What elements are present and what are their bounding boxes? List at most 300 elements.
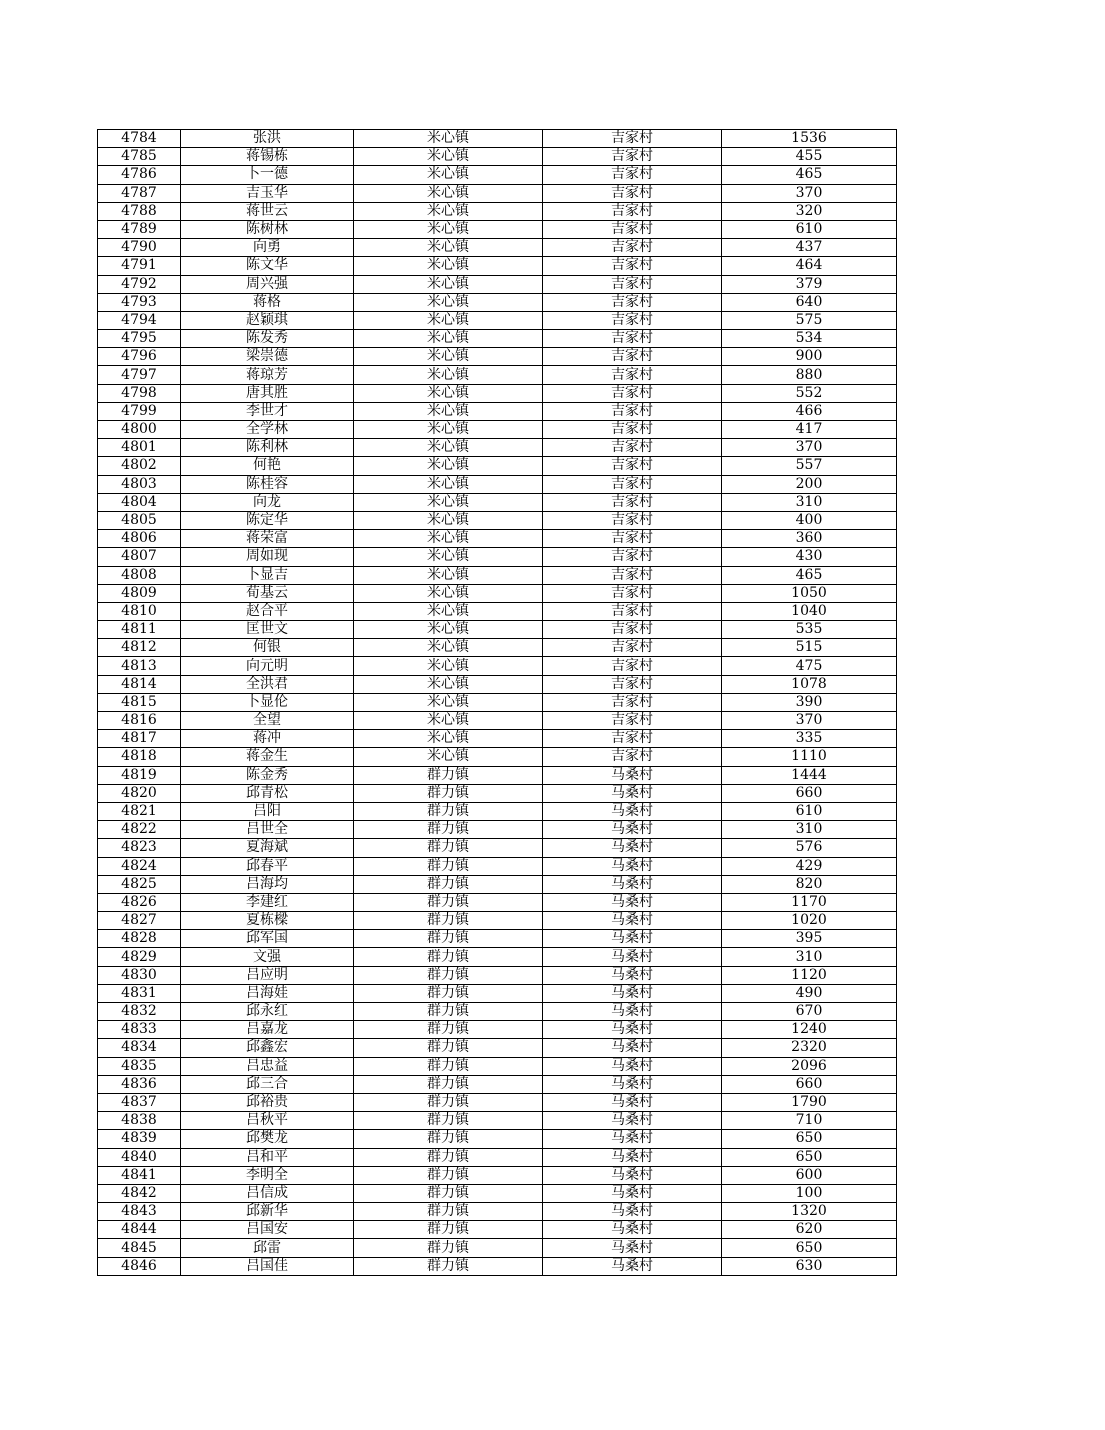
id-cell: 4809 xyxy=(98,584,181,602)
amount-cell: 466 xyxy=(722,402,897,420)
table-row xyxy=(98,1257,897,1275)
amount-cell: 650 xyxy=(722,1130,897,1148)
name-cell: 蒋琼芳 xyxy=(181,366,354,384)
village-cell: 马桑村 xyxy=(543,821,722,839)
id-cell: 4841 xyxy=(98,1166,181,1184)
town-cell: 米心镇 xyxy=(354,639,543,657)
table-row xyxy=(98,275,897,293)
town-cell: 群力镇 xyxy=(354,766,543,784)
table-row xyxy=(98,1075,897,1093)
village-cell: 吉家村 xyxy=(543,693,722,711)
id-cell: 4799 xyxy=(98,402,181,420)
village-cell: 吉家村 xyxy=(543,402,722,420)
town-cell: 米心镇 xyxy=(354,602,543,620)
table-row xyxy=(98,912,897,930)
name-cell: 周兴强 xyxy=(181,275,354,293)
name-cell: 吕秋平 xyxy=(181,1112,354,1130)
village-cell: 吉家村 xyxy=(543,275,722,293)
name-cell: 吕国安 xyxy=(181,1221,354,1239)
town-cell: 米心镇 xyxy=(354,130,543,148)
town-cell: 米心镇 xyxy=(354,457,543,475)
name-cell: 陈金秀 xyxy=(181,766,354,784)
name-cell: 周如现 xyxy=(181,548,354,566)
village-cell: 吉家村 xyxy=(543,130,722,148)
village-cell: 吉家村 xyxy=(543,530,722,548)
amount-cell: 1040 xyxy=(722,602,897,620)
id-cell: 4807 xyxy=(98,548,181,566)
amount-cell: 320 xyxy=(722,202,897,220)
table-row xyxy=(98,821,897,839)
name-cell: 陈利林 xyxy=(181,439,354,457)
name-cell: 邱军国 xyxy=(181,930,354,948)
id-cell: 4829 xyxy=(98,948,181,966)
name-cell: 吕海均 xyxy=(181,875,354,893)
village-cell: 吉家村 xyxy=(543,548,722,566)
id-cell: 4811 xyxy=(98,621,181,639)
name-cell: 吕阳 xyxy=(181,802,354,820)
amount-cell: 880 xyxy=(722,366,897,384)
name-cell: 陈树林 xyxy=(181,220,354,238)
id-cell: 4828 xyxy=(98,930,181,948)
town-cell: 米心镇 xyxy=(354,475,543,493)
table-row xyxy=(98,184,897,202)
id-cell: 4786 xyxy=(98,166,181,184)
amount-cell: 640 xyxy=(722,293,897,311)
table-row xyxy=(98,748,897,766)
amount-cell: 390 xyxy=(722,693,897,711)
name-cell: 邱樊龙 xyxy=(181,1130,354,1148)
table-row xyxy=(98,511,897,529)
name-cell: 夏海斌 xyxy=(181,839,354,857)
town-cell: 米心镇 xyxy=(354,402,543,420)
id-cell: 4797 xyxy=(98,366,181,384)
village-cell: 吉家村 xyxy=(543,148,722,166)
amount-cell: 600 xyxy=(722,1166,897,1184)
town-cell: 米心镇 xyxy=(354,366,543,384)
id-cell: 4794 xyxy=(98,311,181,329)
table-row xyxy=(98,293,897,311)
name-cell: 吕海娃 xyxy=(181,984,354,1002)
amount-cell: 100 xyxy=(722,1184,897,1202)
town-cell: 群力镇 xyxy=(354,966,543,984)
village-cell: 马桑村 xyxy=(543,893,722,911)
id-cell: 4784 xyxy=(98,130,181,148)
table-row xyxy=(98,802,897,820)
id-cell: 4831 xyxy=(98,984,181,1002)
name-cell: 吕和平 xyxy=(181,1148,354,1166)
town-cell: 米心镇 xyxy=(354,184,543,202)
table-row xyxy=(98,239,897,257)
town-cell: 群力镇 xyxy=(354,1148,543,1166)
id-cell: 4838 xyxy=(98,1112,181,1130)
town-cell: 米心镇 xyxy=(354,712,543,730)
town-cell: 米心镇 xyxy=(354,239,543,257)
id-cell: 4800 xyxy=(98,421,181,439)
amount-cell: 515 xyxy=(722,639,897,657)
village-cell: 吉家村 xyxy=(543,421,722,439)
town-cell: 群力镇 xyxy=(354,948,543,966)
amount-cell: 1444 xyxy=(722,766,897,784)
town-cell: 米心镇 xyxy=(354,311,543,329)
id-cell: 4805 xyxy=(98,511,181,529)
amount-cell: 610 xyxy=(722,220,897,238)
village-cell: 马桑村 xyxy=(543,1184,722,1202)
village-cell: 马桑村 xyxy=(543,1093,722,1111)
id-cell: 4787 xyxy=(98,184,181,202)
id-cell: 4822 xyxy=(98,821,181,839)
town-cell: 群力镇 xyxy=(354,984,543,1002)
name-cell: 匡世文 xyxy=(181,621,354,639)
id-cell: 4836 xyxy=(98,1075,181,1093)
id-cell: 4813 xyxy=(98,657,181,675)
village-cell: 马桑村 xyxy=(543,1039,722,1057)
id-cell: 4788 xyxy=(98,202,181,220)
town-cell: 群力镇 xyxy=(354,875,543,893)
table-row xyxy=(98,1239,897,1257)
amount-cell: 335 xyxy=(722,730,897,748)
data-table xyxy=(97,129,897,1276)
name-cell: 陈文华 xyxy=(181,257,354,275)
id-cell: 4792 xyxy=(98,275,181,293)
amount-cell: 670 xyxy=(722,1003,897,1021)
table-row xyxy=(98,784,897,802)
amount-cell: 490 xyxy=(722,984,897,1002)
village-cell: 吉家村 xyxy=(543,493,722,511)
amount-cell: 430 xyxy=(722,548,897,566)
village-cell: 吉家村 xyxy=(543,311,722,329)
village-cell: 马桑村 xyxy=(543,1221,722,1239)
name-cell: 何银 xyxy=(181,639,354,657)
table-row xyxy=(98,348,897,366)
amount-cell: 475 xyxy=(722,657,897,675)
village-cell: 马桑村 xyxy=(543,984,722,1002)
name-cell: 邱永红 xyxy=(181,1003,354,1021)
amount-cell: 429 xyxy=(722,857,897,875)
village-cell: 马桑村 xyxy=(543,1021,722,1039)
id-cell: 4785 xyxy=(98,148,181,166)
table-row xyxy=(98,1021,897,1039)
id-cell: 4840 xyxy=(98,1148,181,1166)
name-cell: 吕信成 xyxy=(181,1184,354,1202)
name-cell: 全学林 xyxy=(181,421,354,439)
id-cell: 4815 xyxy=(98,693,181,711)
name-cell: 陈发秀 xyxy=(181,330,354,348)
amount-cell: 360 xyxy=(722,530,897,548)
amount-cell: 370 xyxy=(722,184,897,202)
id-cell: 4830 xyxy=(98,966,181,984)
table-row xyxy=(98,1130,897,1148)
amount-cell: 395 xyxy=(722,930,897,948)
amount-cell: 620 xyxy=(722,1221,897,1239)
id-cell: 4823 xyxy=(98,839,181,857)
village-cell: 吉家村 xyxy=(543,166,722,184)
town-cell: 米心镇 xyxy=(354,657,543,675)
table-row xyxy=(98,1093,897,1111)
name-cell: 吕嘉龙 xyxy=(181,1021,354,1039)
village-cell: 马桑村 xyxy=(543,966,722,984)
id-cell: 4814 xyxy=(98,675,181,693)
amount-cell: 1110 xyxy=(722,748,897,766)
town-cell: 群力镇 xyxy=(354,821,543,839)
amount-cell: 310 xyxy=(722,821,897,839)
name-cell: 张洪 xyxy=(181,130,354,148)
id-cell: 4798 xyxy=(98,384,181,402)
village-cell: 吉家村 xyxy=(543,566,722,584)
name-cell: 蒋格 xyxy=(181,293,354,311)
table-row xyxy=(98,639,897,657)
name-cell: 全望 xyxy=(181,712,354,730)
table-row xyxy=(98,966,897,984)
name-cell: 向龙 xyxy=(181,493,354,511)
id-cell: 4791 xyxy=(98,257,181,275)
village-cell: 吉家村 xyxy=(543,712,722,730)
table-body xyxy=(98,130,897,1276)
town-cell: 米心镇 xyxy=(354,621,543,639)
town-cell: 群力镇 xyxy=(354,912,543,930)
table-row xyxy=(98,693,897,711)
amount-cell: 534 xyxy=(722,330,897,348)
town-cell: 米心镇 xyxy=(354,148,543,166)
name-cell: 卜一德 xyxy=(181,166,354,184)
id-cell: 4817 xyxy=(98,730,181,748)
table-row xyxy=(98,1057,897,1075)
name-cell: 陈定华 xyxy=(181,511,354,529)
town-cell: 米心镇 xyxy=(354,584,543,602)
id-cell: 4796 xyxy=(98,348,181,366)
name-cell: 向勇 xyxy=(181,239,354,257)
town-cell: 米心镇 xyxy=(354,511,543,529)
name-cell: 吉玉华 xyxy=(181,184,354,202)
id-cell: 4832 xyxy=(98,1003,181,1021)
town-cell: 米心镇 xyxy=(354,166,543,184)
amount-cell: 2320 xyxy=(722,1039,897,1057)
town-cell: 群力镇 xyxy=(354,1112,543,1130)
table-row xyxy=(98,366,897,384)
id-cell: 4825 xyxy=(98,875,181,893)
name-cell: 夏栋樑 xyxy=(181,912,354,930)
amount-cell: 370 xyxy=(722,712,897,730)
table-row xyxy=(98,584,897,602)
town-cell: 米心镇 xyxy=(354,220,543,238)
table-row xyxy=(98,475,897,493)
village-cell: 吉家村 xyxy=(543,184,722,202)
village-cell: 吉家村 xyxy=(543,439,722,457)
village-cell: 吉家村 xyxy=(543,366,722,384)
village-cell: 吉家村 xyxy=(543,202,722,220)
town-cell: 米心镇 xyxy=(354,257,543,275)
village-cell: 吉家村 xyxy=(543,475,722,493)
town-cell: 群力镇 xyxy=(354,1257,543,1275)
table-row xyxy=(98,621,897,639)
table-row xyxy=(98,675,897,693)
table-row xyxy=(98,457,897,475)
name-cell: 何艳 xyxy=(181,457,354,475)
id-cell: 4821 xyxy=(98,802,181,820)
id-cell: 4802 xyxy=(98,457,181,475)
name-cell: 邱雷 xyxy=(181,1239,354,1257)
id-cell: 4803 xyxy=(98,475,181,493)
table-row xyxy=(98,384,897,402)
name-cell: 邱新华 xyxy=(181,1203,354,1221)
village-cell: 吉家村 xyxy=(543,220,722,238)
table-row xyxy=(98,330,897,348)
town-cell: 米心镇 xyxy=(354,348,543,366)
village-cell: 马桑村 xyxy=(543,802,722,820)
town-cell: 米心镇 xyxy=(354,493,543,511)
village-cell: 吉家村 xyxy=(543,348,722,366)
name-cell: 卜显吉 xyxy=(181,566,354,584)
table-row xyxy=(98,1203,897,1221)
table-row xyxy=(98,839,897,857)
id-cell: 4801 xyxy=(98,439,181,457)
village-cell: 马桑村 xyxy=(543,1166,722,1184)
town-cell: 米心镇 xyxy=(354,202,543,220)
village-cell: 吉家村 xyxy=(543,639,722,657)
amount-cell: 370 xyxy=(722,439,897,457)
table-row xyxy=(98,1184,897,1202)
amount-cell: 650 xyxy=(722,1239,897,1257)
id-cell: 4843 xyxy=(98,1203,181,1221)
id-cell: 4793 xyxy=(98,293,181,311)
amount-cell: 575 xyxy=(722,311,897,329)
name-cell: 唐其胜 xyxy=(181,384,354,402)
village-cell: 马桑村 xyxy=(543,948,722,966)
id-cell: 4842 xyxy=(98,1184,181,1202)
table-row xyxy=(98,875,897,893)
table-row xyxy=(98,530,897,548)
id-cell: 4844 xyxy=(98,1221,181,1239)
name-cell: 吕国佳 xyxy=(181,1257,354,1275)
id-cell: 4826 xyxy=(98,893,181,911)
table-row xyxy=(98,1112,897,1130)
village-cell: 马桑村 xyxy=(543,1239,722,1257)
town-cell: 群力镇 xyxy=(354,893,543,911)
town-cell: 米心镇 xyxy=(354,330,543,348)
name-cell: 蒋金生 xyxy=(181,748,354,766)
name-cell: 蒋锡栋 xyxy=(181,148,354,166)
name-cell: 李建红 xyxy=(181,893,354,911)
table-row xyxy=(98,130,897,148)
name-cell: 梁崇德 xyxy=(181,348,354,366)
table-row xyxy=(98,1003,897,1021)
table-row xyxy=(98,657,897,675)
village-cell: 马桑村 xyxy=(543,1257,722,1275)
name-cell: 吕世全 xyxy=(181,821,354,839)
town-cell: 群力镇 xyxy=(354,1166,543,1184)
table-row xyxy=(98,202,897,220)
village-cell: 吉家村 xyxy=(543,239,722,257)
village-cell: 吉家村 xyxy=(543,257,722,275)
village-cell: 吉家村 xyxy=(543,457,722,475)
town-cell: 米心镇 xyxy=(354,548,543,566)
town-cell: 群力镇 xyxy=(354,802,543,820)
amount-cell: 660 xyxy=(722,1075,897,1093)
table-row xyxy=(98,766,897,784)
amount-cell: 310 xyxy=(722,493,897,511)
name-cell: 邱裕贵 xyxy=(181,1093,354,1111)
village-cell: 吉家村 xyxy=(543,657,722,675)
table-row xyxy=(98,1166,897,1184)
amount-cell: 650 xyxy=(722,1148,897,1166)
village-cell: 马桑村 xyxy=(543,1075,722,1093)
town-cell: 群力镇 xyxy=(354,1075,543,1093)
amount-cell: 465 xyxy=(722,166,897,184)
amount-cell: 417 xyxy=(722,421,897,439)
town-cell: 米心镇 xyxy=(354,566,543,584)
table-row xyxy=(98,402,897,420)
village-cell: 马桑村 xyxy=(543,784,722,802)
table-row xyxy=(98,893,897,911)
amount-cell: 1240 xyxy=(722,1021,897,1039)
amount-cell: 455 xyxy=(722,148,897,166)
name-cell: 邱春平 xyxy=(181,857,354,875)
town-cell: 米心镇 xyxy=(354,748,543,766)
table-row xyxy=(98,984,897,1002)
amount-cell: 1790 xyxy=(722,1093,897,1111)
id-cell: 4818 xyxy=(98,748,181,766)
name-cell: 蒋世云 xyxy=(181,202,354,220)
village-cell: 吉家村 xyxy=(543,584,722,602)
table-row xyxy=(98,566,897,584)
amount-cell: 1320 xyxy=(722,1203,897,1221)
amount-cell: 1170 xyxy=(722,893,897,911)
table-row xyxy=(98,602,897,620)
amount-cell: 710 xyxy=(722,1112,897,1130)
town-cell: 群力镇 xyxy=(354,1021,543,1039)
town-cell: 米心镇 xyxy=(354,275,543,293)
table-row xyxy=(98,730,897,748)
name-cell: 卜显伦 xyxy=(181,693,354,711)
amount-cell: 1120 xyxy=(722,966,897,984)
village-cell: 吉家村 xyxy=(543,675,722,693)
amount-cell: 379 xyxy=(722,275,897,293)
town-cell: 群力镇 xyxy=(354,1239,543,1257)
name-cell: 邱三合 xyxy=(181,1075,354,1093)
town-cell: 群力镇 xyxy=(354,1003,543,1021)
town-cell: 米心镇 xyxy=(354,293,543,311)
id-cell: 4812 xyxy=(98,639,181,657)
town-cell: 米心镇 xyxy=(354,693,543,711)
table-row xyxy=(98,493,897,511)
town-cell: 米心镇 xyxy=(354,384,543,402)
id-cell: 4820 xyxy=(98,784,181,802)
id-cell: 4806 xyxy=(98,530,181,548)
village-cell: 马桑村 xyxy=(543,930,722,948)
village-cell: 马桑村 xyxy=(543,1003,722,1021)
id-cell: 4824 xyxy=(98,857,181,875)
village-cell: 马桑村 xyxy=(543,839,722,857)
name-cell: 邱青松 xyxy=(181,784,354,802)
id-cell: 4819 xyxy=(98,766,181,784)
amount-cell: 1078 xyxy=(722,675,897,693)
town-cell: 群力镇 xyxy=(354,1203,543,1221)
village-cell: 吉家村 xyxy=(543,730,722,748)
town-cell: 米心镇 xyxy=(354,421,543,439)
village-cell: 马桑村 xyxy=(543,1057,722,1075)
town-cell: 米心镇 xyxy=(354,730,543,748)
name-cell: 吕应明 xyxy=(181,966,354,984)
table-row xyxy=(98,421,897,439)
amount-cell: 1050 xyxy=(722,584,897,602)
id-cell: 4839 xyxy=(98,1130,181,1148)
town-cell: 群力镇 xyxy=(354,1039,543,1057)
town-cell: 群力镇 xyxy=(354,1130,543,1148)
amount-cell: 400 xyxy=(722,511,897,529)
name-cell: 全洪君 xyxy=(181,675,354,693)
amount-cell: 820 xyxy=(722,875,897,893)
village-cell: 马桑村 xyxy=(543,1148,722,1166)
village-cell: 吉家村 xyxy=(543,511,722,529)
